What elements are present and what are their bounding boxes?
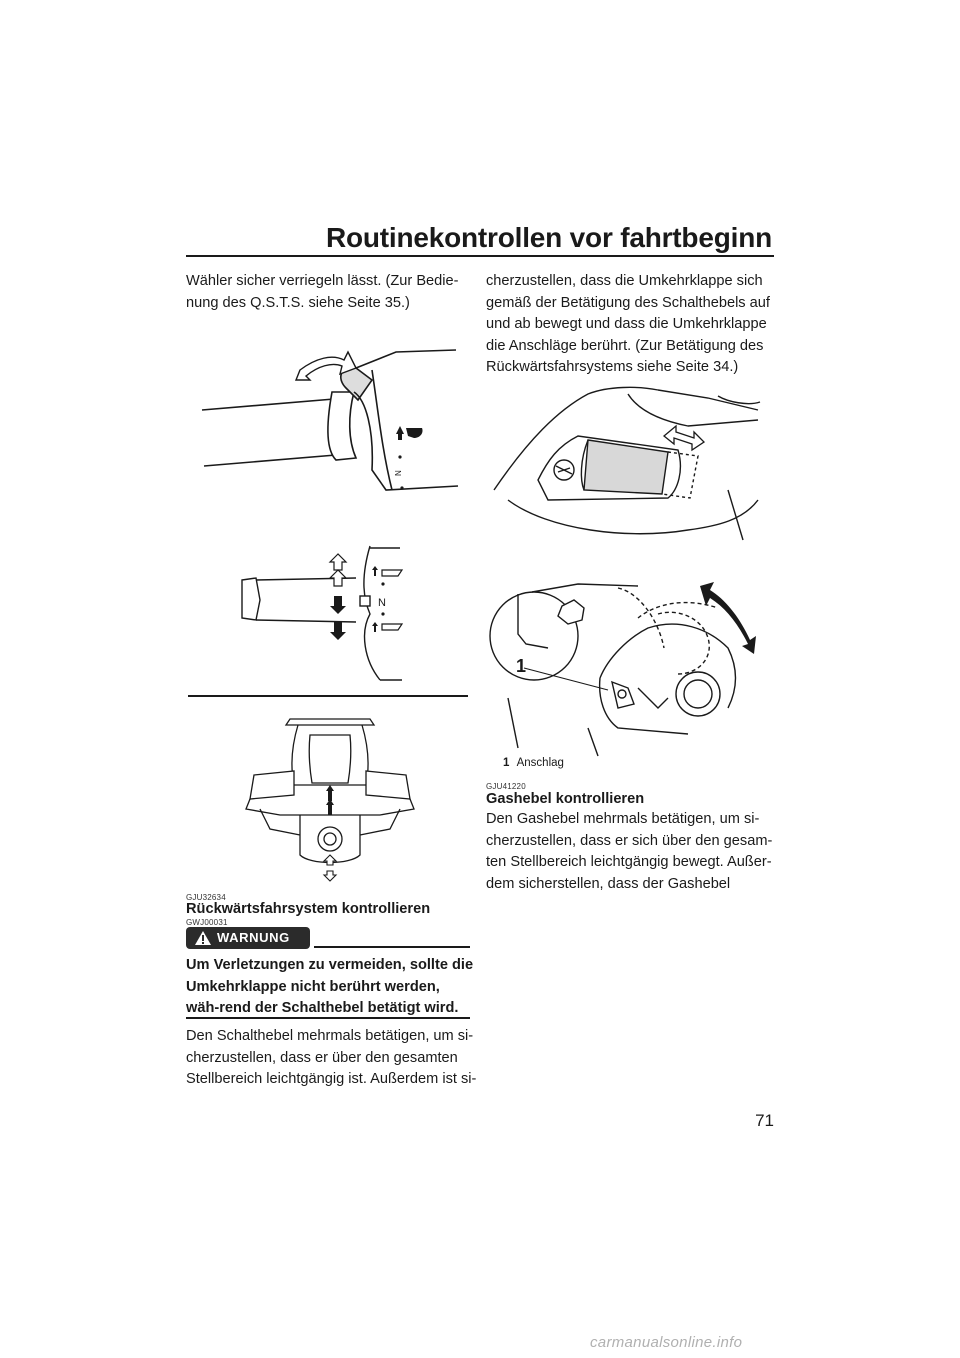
- warning-top-rule: [314, 946, 470, 948]
- handlebar-shift-lever-figure: [196, 330, 464, 500]
- figure-legend: [503, 757, 564, 769]
- section-code: GJU32634: [186, 893, 226, 902]
- warning-badge: [186, 927, 310, 949]
- section-code-throttle: GJU41220: [486, 782, 526, 791]
- svg-text:N: N: [394, 470, 403, 476]
- page-title: Routinekontrollen vor fahrtbeginn: [325, 222, 772, 253]
- legend-label: Anschlag: [516, 757, 564, 769]
- watercraft-rear-figure: [240, 705, 420, 890]
- legend-number: 1: [503, 757, 510, 769]
- reverse-check-continued-paragraph: cherzustellen, dass die Umkehrklappe sich gemäß der Betätigung des Schalthebels auf und ab bewegt und dass die Umkehrklappe die Anschläge berührt. (Zur Betätigung des Rückwärtsfahrsystems siehe Seite 34.): [486, 273, 770, 375]
- warning-code: GWJ00031: [186, 918, 228, 927]
- callout-number-1: 1: [516, 656, 527, 676]
- reverse-check-paragraph: Den Schalthebel mehrmals betätigen, um si- cherzustellen, dass er über den gesamten Stellbereich leichtgängig ist. Außerdem ist si-: [186, 1028, 477, 1087]
- section-heading-reverse-system: Rückwärtsfahrsystem kontrollieren: [186, 901, 431, 917]
- reverse-lever-figure: [488, 380, 773, 550]
- warning-triangle-icon: [194, 930, 212, 946]
- watermark: carmanualsonline.info: [590, 1334, 743, 1351]
- warning-bottom-rule: [186, 1017, 470, 1019]
- warning-text: Um Verletzungen zu vermeiden, sollte die Umkehrklappe nicht berührt werden, wäh-rend der Schalthebel betätigt wird.: [186, 957, 474, 1016]
- warning-label: WARNUNG: [217, 930, 290, 945]
- neutral-label: N: [378, 597, 386, 609]
- throttle-lever-figure: [488, 578, 773, 758]
- title-rule: [186, 255, 774, 257]
- throttle-check-paragraph: Den Gashebel mehrmals betätigen, um si- cherzustellen, dass er sich über den gesam- ten Stellbereich leichtgängig bewegt. Außer- dem sicherstellen, dass der Gashebel: [486, 811, 773, 892]
- shift-position-diagram: [230, 540, 430, 690]
- intro-paragraph: Wähler sicher verriegeln lässt. (Zur Bedie- nung des Q.S.T.S. siehe Seite 35.): [186, 273, 459, 311]
- section-heading-throttle: Gashebel kontrollieren: [486, 791, 645, 807]
- figure-separator-rule: [188, 695, 468, 697]
- page-number: 71: [755, 1111, 774, 1130]
